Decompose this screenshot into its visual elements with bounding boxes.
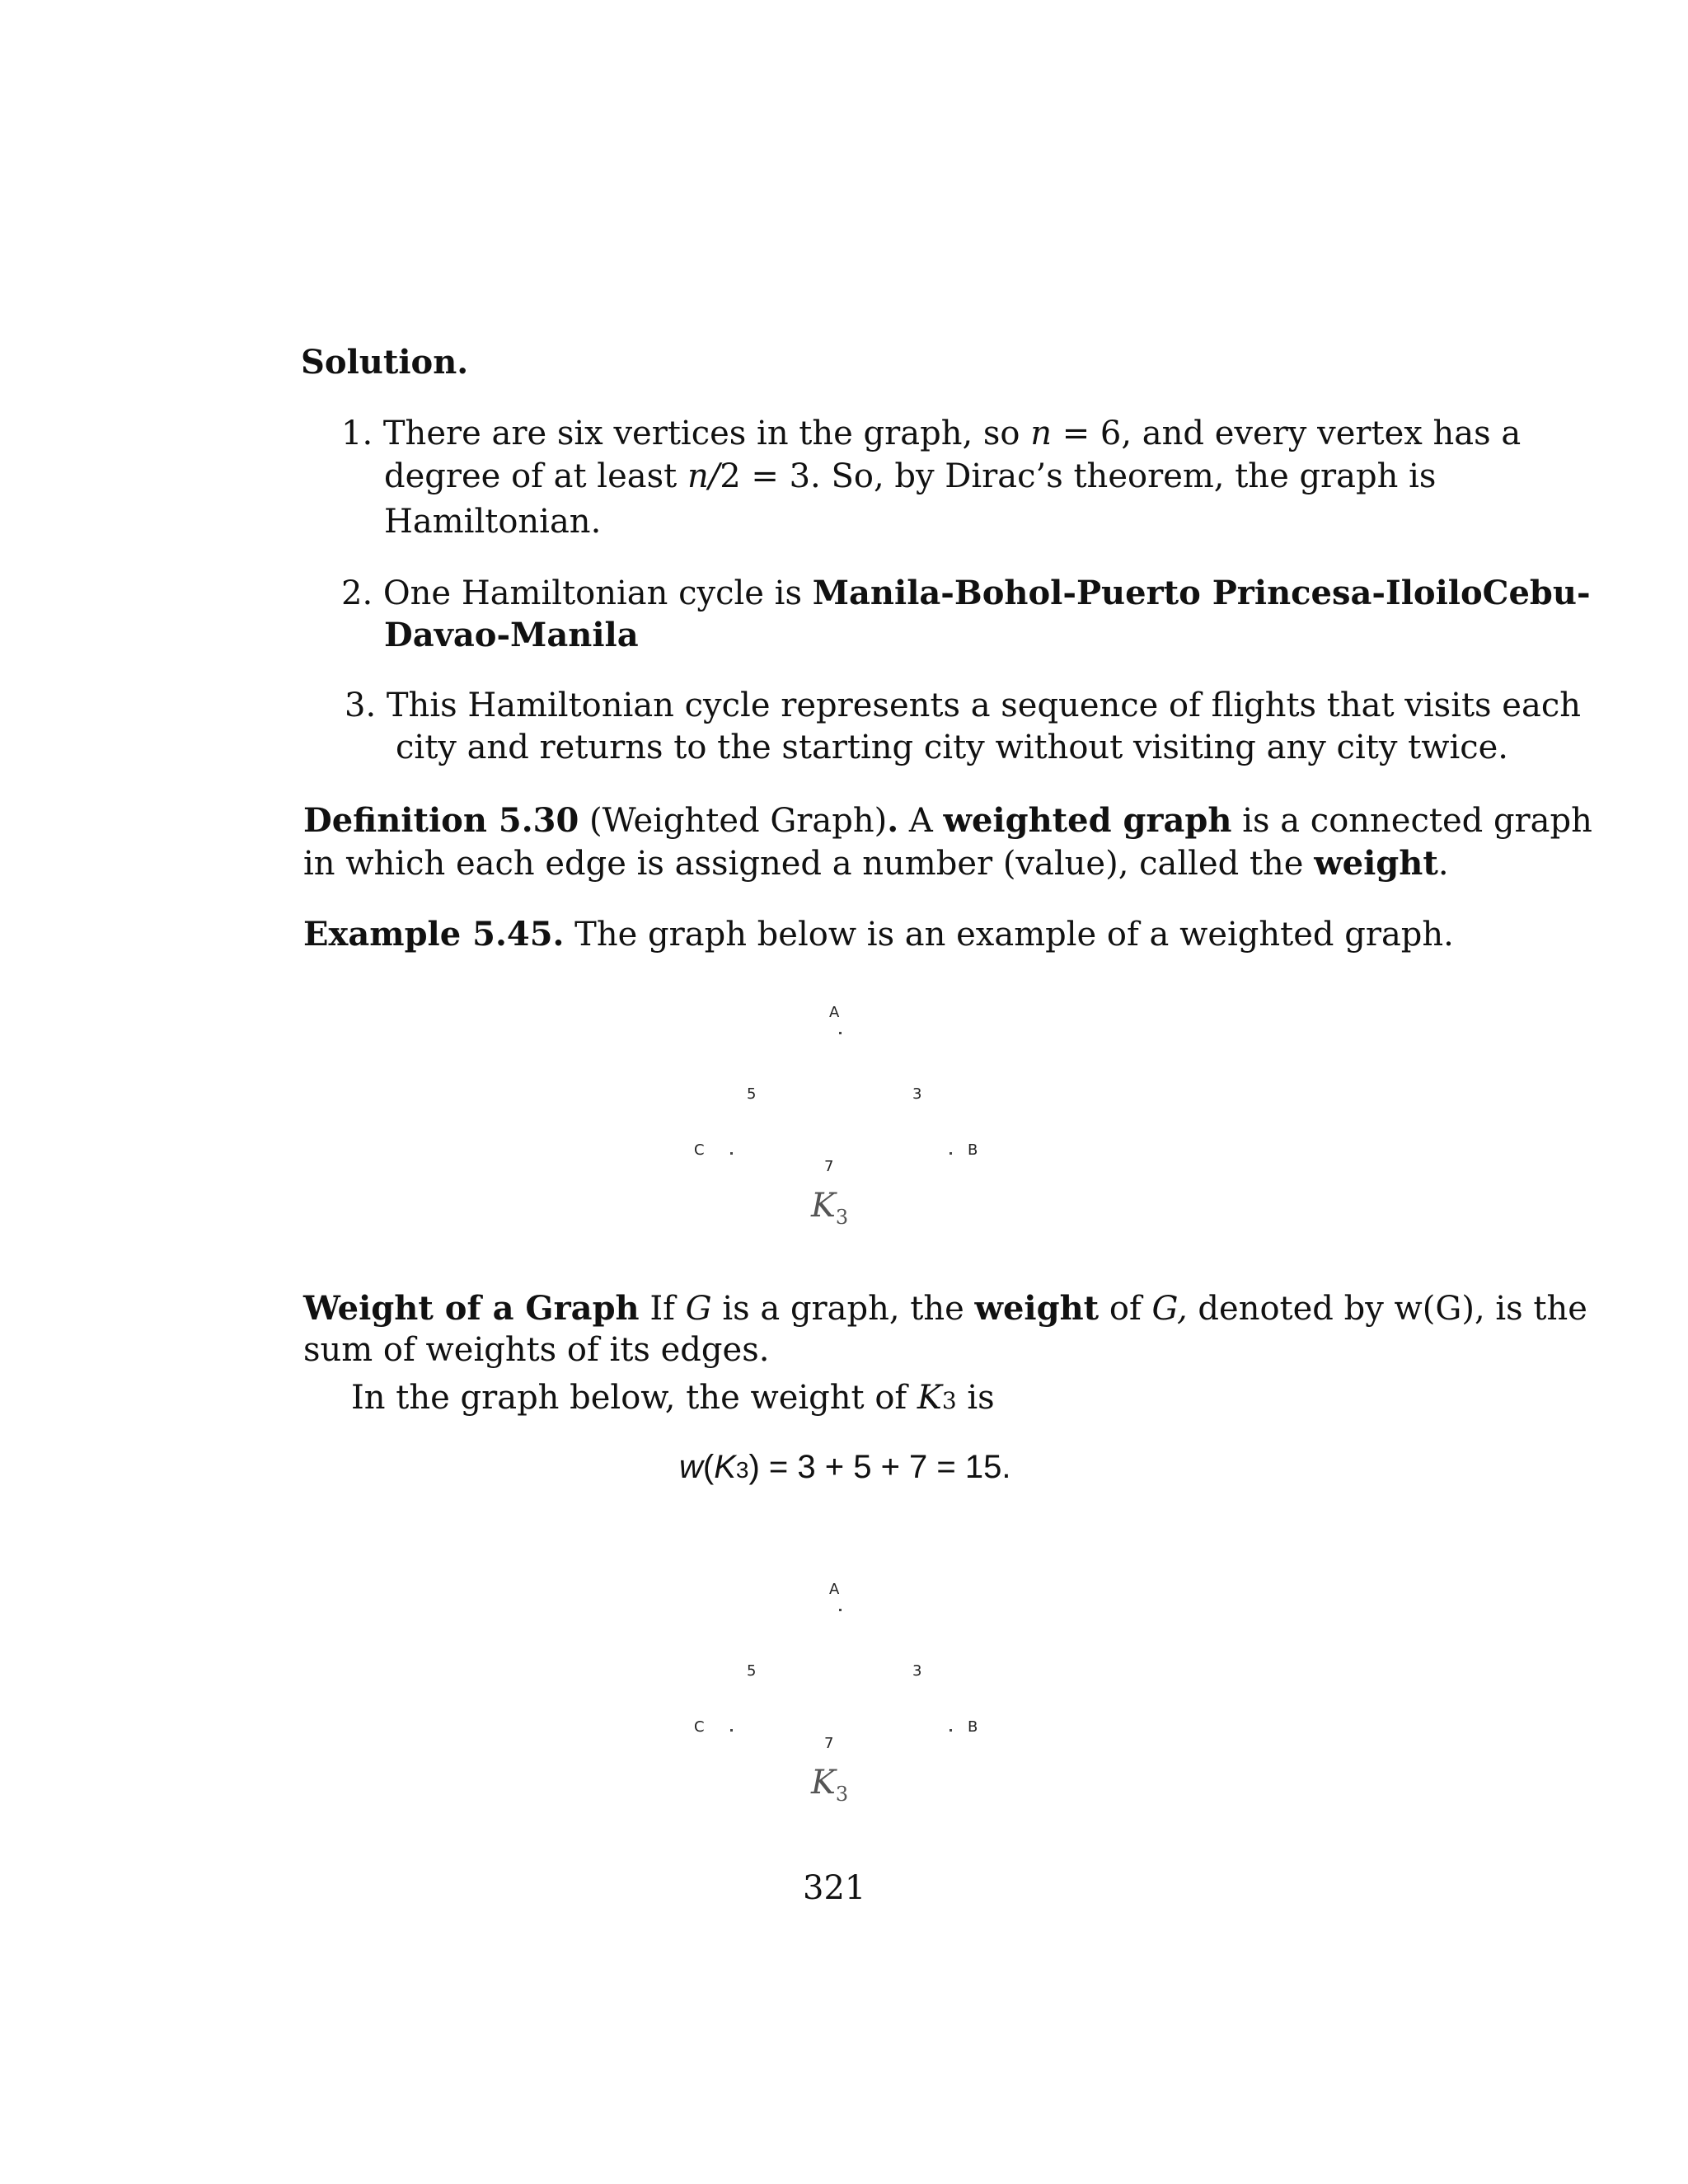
definition-line2-term: weight — [1314, 844, 1438, 883]
graph2-vertex-b: B — [968, 1718, 978, 1736]
graph2-vertex-a: A — [829, 1581, 840, 1598]
graph1-weight-ac: 5 — [747, 1085, 757, 1103]
definition-term: weighted graph — [943, 801, 1232, 840]
item1-text-a: 1. There are six vertices in the graph, so — [341, 415, 1031, 452]
graph2-weight-ac: 5 — [747, 1662, 757, 1680]
weight-text-d: denoted by w(G), is the — [1187, 1290, 1587, 1328]
item1-line2-var: n/ — [687, 457, 720, 495]
formula-sub: 3 — [735, 1457, 749, 1483]
formula-rest: ) = 3 + 5 + 7 = 15. — [748, 1449, 1011, 1485]
definition-line2 — [303, 842, 1449, 885]
definition-text-a: A — [898, 802, 944, 840]
definition-line1 — [303, 799, 1592, 842]
graph1-label-sub: 3 — [835, 1206, 849, 1229]
definition-label: Definition 5.30 — [303, 801, 579, 840]
graph2-vertex-a-dot — [839, 1609, 842, 1611]
item2-route-part2: Davao-Manila — [384, 616, 639, 654]
weight-line2: sum of weights of its edges. — [303, 1331, 770, 1369]
item1-line3: Hamiltonian. — [384, 503, 602, 541]
graph1-vertex-c: C — [694, 1141, 705, 1159]
item1-line2-text-b: 2 = 3. So, by Dirac’s theorem, the graph is — [720, 457, 1437, 495]
graph1-label-k: K — [811, 1187, 836, 1225]
formula-k: K — [714, 1449, 736, 1485]
item2-prefix: 2. One Hamiltonian cycle is — [341, 574, 813, 612]
weight-line1 — [303, 1287, 1587, 1330]
weight-text-b: is a graph, the — [711, 1290, 975, 1328]
definition-line2-text: in which each edge is assigned a number (value), called the — [303, 845, 1315, 883]
page-number: 321 — [803, 1869, 866, 1907]
weight-line3 — [351, 1376, 995, 1422]
weight-g1: G — [685, 1290, 712, 1328]
item1-text-b: = 6, and every vertex has a — [1051, 415, 1522, 452]
solution-label: Solution. — [301, 343, 469, 382]
graph2-label — [811, 1764, 848, 1806]
graph2-vertex-b-dot — [950, 1729, 952, 1732]
weight-g2: G, — [1151, 1290, 1188, 1328]
definition-text-b: is a connected graph — [1231, 802, 1592, 840]
definition-paren: (Weighted Graph) — [579, 802, 888, 840]
graph2-vertex-c-dot — [730, 1729, 733, 1732]
graph1-weight-ab: 3 — [912, 1085, 922, 1103]
graph1-weight-bc: 7 — [824, 1158, 834, 1175]
graph2-vertex-c: C — [694, 1718, 705, 1736]
weight-text-c: of — [1099, 1290, 1152, 1328]
graph2-weight-bc: 7 — [824, 1735, 834, 1752]
graph2-label-k: K — [811, 1764, 836, 1802]
weight-formula — [679, 1449, 1011, 1486]
graph1-vertex-b-dot — [950, 1152, 952, 1155]
weight-line3-k: K — [917, 1379, 942, 1417]
example-line — [303, 913, 1454, 956]
graph1-vertex-b: B — [968, 1141, 978, 1159]
graph2-label-sub: 3 — [835, 1783, 849, 1806]
item2-route-part1: Manila-Bohol-Puerto Princesa-IloiloCebu- — [812, 574, 1591, 612]
graph1-label — [811, 1187, 848, 1229]
example-label: Example 5.45. — [303, 915, 565, 954]
solution-heading — [301, 341, 468, 384]
item3-line2: city and returns to the starting city without visiting any city twice. — [396, 729, 1509, 766]
item1-line1 — [341, 412, 1522, 455]
definition-dot: . — [887, 801, 899, 840]
item3-line1: 3. This Hamiltonian cycle represents a sequence of flights that visits each — [345, 687, 1581, 724]
weight-text-a: If — [639, 1290, 686, 1328]
item1-line2-text-a: degree of at least — [384, 457, 687, 495]
weight-label: Weight of a Graph — [303, 1289, 640, 1328]
example-text: The graph below is an example of a weighted graph. — [564, 916, 1454, 954]
formula-open: ( — [702, 1449, 715, 1485]
weight-line3-text-a: In the graph below, the weight of — [351, 1379, 917, 1417]
definition-line2-end: . — [1437, 845, 1449, 883]
item2-line2 — [384, 614, 639, 657]
graph1-vertex-a-dot — [839, 1032, 842, 1034]
item1-var-n: n — [1030, 415, 1052, 452]
item2-line1 — [341, 572, 1591, 615]
graph1-vertex-a: A — [829, 1004, 840, 1021]
weight-term: weight — [974, 1289, 1100, 1328]
item1-line2 — [384, 455, 1436, 498]
graph2-weight-ab: 3 — [912, 1662, 922, 1680]
formula-w: w — [679, 1449, 703, 1485]
graph1-vertex-c-dot — [730, 1152, 733, 1155]
weight-line3-text-b: is — [956, 1379, 995, 1417]
weight-line3-sub: 3 — [941, 1387, 957, 1414]
